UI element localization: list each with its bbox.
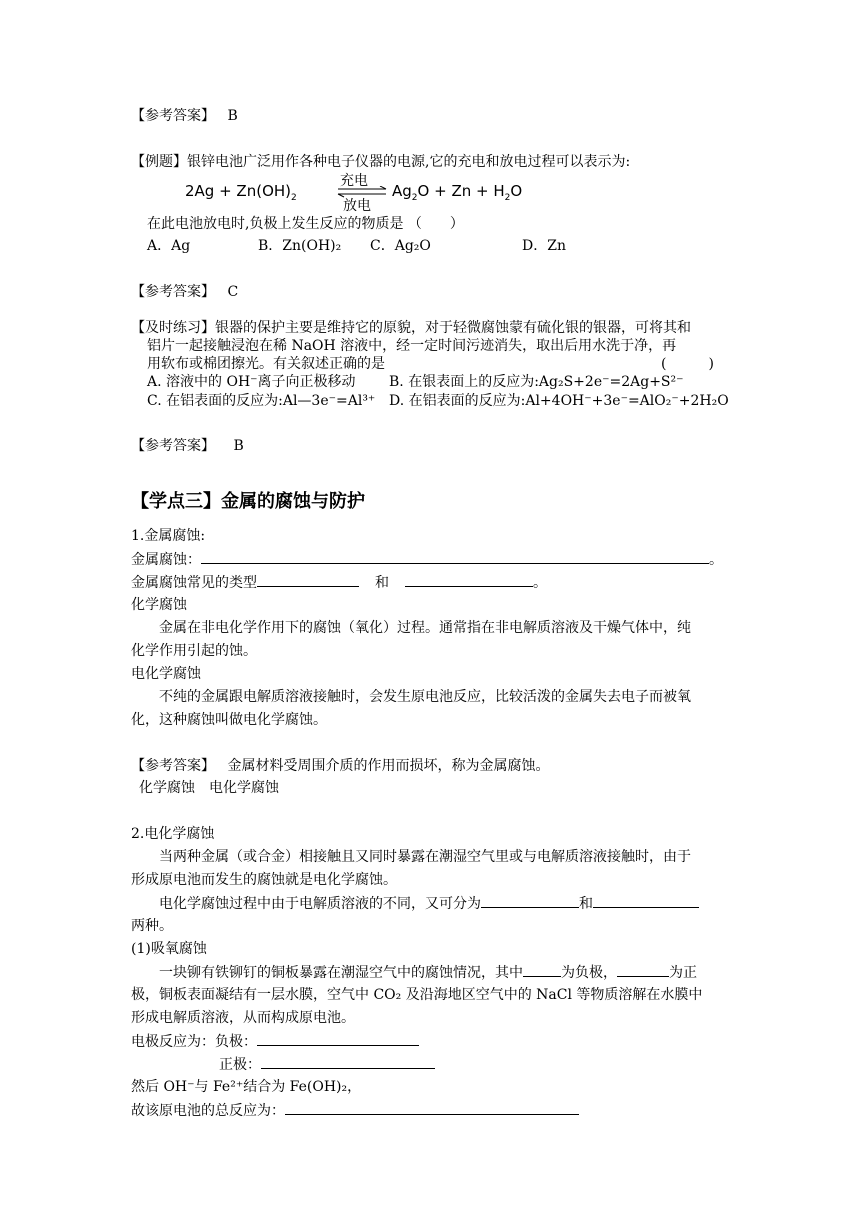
answer-value: B: [227, 108, 238, 124]
option-b: B．Zn(OH)₂: [258, 238, 342, 254]
charge-label: 充电: [340, 173, 368, 189]
option-c: C．Ag₂O: [370, 238, 431, 254]
oxygen-absorption-title: (1)吸氧腐蚀: [131, 941, 207, 957]
echem-p3c: 形成电解质溶液，从而构成原电池。: [131, 1010, 355, 1026]
option-c: C. 在铝表面的反应为:Al—3e⁻=Al³⁺: [147, 393, 376, 409]
fill-blank[interactable]: [593, 893, 699, 908]
echem-title: 2.电化学腐蚀: [131, 826, 215, 842]
fill-blank[interactable]: [481, 893, 579, 908]
echem-p1a: 当两种金属（或合金）相接触且又同时暴露在潮湿空气里或与电解质溶液接触时，由于: [159, 849, 691, 865]
fill-blank[interactable]: [523, 962, 561, 977]
practice-options-cd: [147, 391, 729, 411]
practice-line-1: 【及时练习】银器的保护主要是维持它的原貌，对于轻微腐蚀蒙有硫化银的银器，可将其和: [131, 320, 691, 336]
practice-line-2: 铝片一起接触浸泡在稀 NaOH 溶液中，经一定时间污迹消失，取出后用水洗于净，再: [147, 338, 677, 354]
chemical-equation: [185, 180, 297, 202]
practice-options-ab: [147, 372, 684, 392]
corrosion-title: 1.金属腐蚀:: [131, 528, 206, 544]
fill-blank[interactable]: [261, 1054, 435, 1069]
then-text: 然后 OH⁻与 Fe²⁺结合为 Fe(OH)₂，: [131, 1079, 362, 1095]
practice-line-3: 用软布或棉团擦光。有关叙述正确的是 ( ): [147, 356, 714, 372]
option-b: B. 在银表面上的反应为:Ag₂S+2e⁻=2Ag+S²⁻: [389, 374, 684, 390]
answer-label: 【参考答案】: [131, 438, 215, 454]
answer-label: 【参考答案】: [131, 758, 215, 774]
discharge-label: 放电: [343, 198, 371, 214]
answer-value-2: 化学腐蚀 电化学腐蚀: [139, 780, 279, 796]
electrode-negative: 电极反应为：负极：: [131, 1031, 419, 1052]
electrode-positive: 正极：: [219, 1054, 435, 1075]
option-d: D．Zn: [522, 238, 566, 254]
option-d: D. 在铝表面的反应为:Al+4OH⁻+3e⁻=AlO₂⁻+2H₂O: [389, 393, 729, 409]
answer-value: 金属材料受周围介质的作用而损坏，称为金属腐蚀。: [227, 758, 550, 774]
example-options: [147, 236, 566, 256]
answer-bracket: ( ): [661, 356, 714, 372]
fill-blank[interactable]: [201, 549, 709, 564]
answer-value: B: [233, 438, 244, 454]
equation-right: $Ag_2O + Zn + H_2O$: [392, 182, 523, 203]
chem-corrosion-title: 化学腐蚀: [131, 597, 187, 613]
answer-line-4: [131, 756, 549, 776]
answer-label: 【参考答案】: [131, 108, 215, 124]
section-heading: 【学点三】金属的腐蚀与防护: [131, 491, 365, 512]
fill-blank[interactable]: [257, 1031, 419, 1046]
option-a: A．Ag: [147, 238, 191, 254]
equation-left: 2Ag + Zn(OH): [185, 182, 292, 200]
echem-p2b: 两种。: [131, 918, 173, 934]
total-reaction: 故该原电池的总反应为：: [131, 1100, 579, 1121]
example-stem-text: 银锌电池广泛用作各种电子仪器的电源,它的充电和放电过程可以表示为:: [187, 154, 631, 170]
chem-corrosion-text-1: 金属在非电化学作用下的腐蚀（氧化）过程。通常指在非电解质溶液及干燥气体中，纯: [159, 620, 691, 636]
option-a: A. 溶液中的 OH⁻离子向正极移动: [147, 374, 356, 390]
chem-corrosion-text-2: 化学作用引起的蚀。: [131, 643, 257, 659]
answer-line-3: [131, 436, 244, 456]
echem-p1b: 形成原电池而发生的腐蚀就是电化学腐蚀。: [131, 872, 397, 888]
echem-p2a: 电化学腐蚀过程中由于电解质溶液的不同，又可分为 和: [159, 893, 699, 914]
corrosion-definition: 金属腐蚀： 。: [131, 549, 723, 570]
echem-p3b: 极，铜板表面凝结有一层水膜，空气中 CO₂ 及沿海地区空气中的 NaCl 等物质溶解在水膜中: [131, 987, 703, 1003]
example-tag: 【例题】: [131, 154, 187, 170]
example-stem: [131, 152, 630, 172]
fill-blank[interactable]: [285, 1100, 579, 1115]
echem-corrosion-text-2: 化，这种腐蚀叫做电化学腐蚀。: [131, 712, 327, 728]
answer-line-1: [131, 106, 238, 126]
echem-corrosion-title: 电化学腐蚀: [131, 666, 201, 682]
answer-label: 【参考答案】: [131, 284, 215, 300]
echem-p3a: 一块铆有铁铆钉的铜板暴露在潮湿空气中的腐蚀情况，其中 为负极， 为正: [159, 962, 697, 983]
practice-tag: 【及时练习】: [131, 320, 215, 336]
fill-blank[interactable]: [257, 572, 359, 587]
fill-blank[interactable]: [405, 572, 533, 587]
answer-value: C: [227, 284, 239, 300]
answer-line-2: [131, 282, 238, 302]
equation-left-subscript: 2: [291, 193, 297, 203]
fill-blank[interactable]: [617, 962, 669, 977]
echem-corrosion-text-1: 不纯的金属跟电解质溶液接触时，会发生原电池反应，比较活泼的金属失去电子而被氧: [159, 689, 691, 705]
corrosion-types: 金属腐蚀常见的类型 和 。: [131, 572, 547, 593]
example-question: 在此电池放电时,负极上发生反应的物质是 （ ）: [147, 216, 464, 232]
